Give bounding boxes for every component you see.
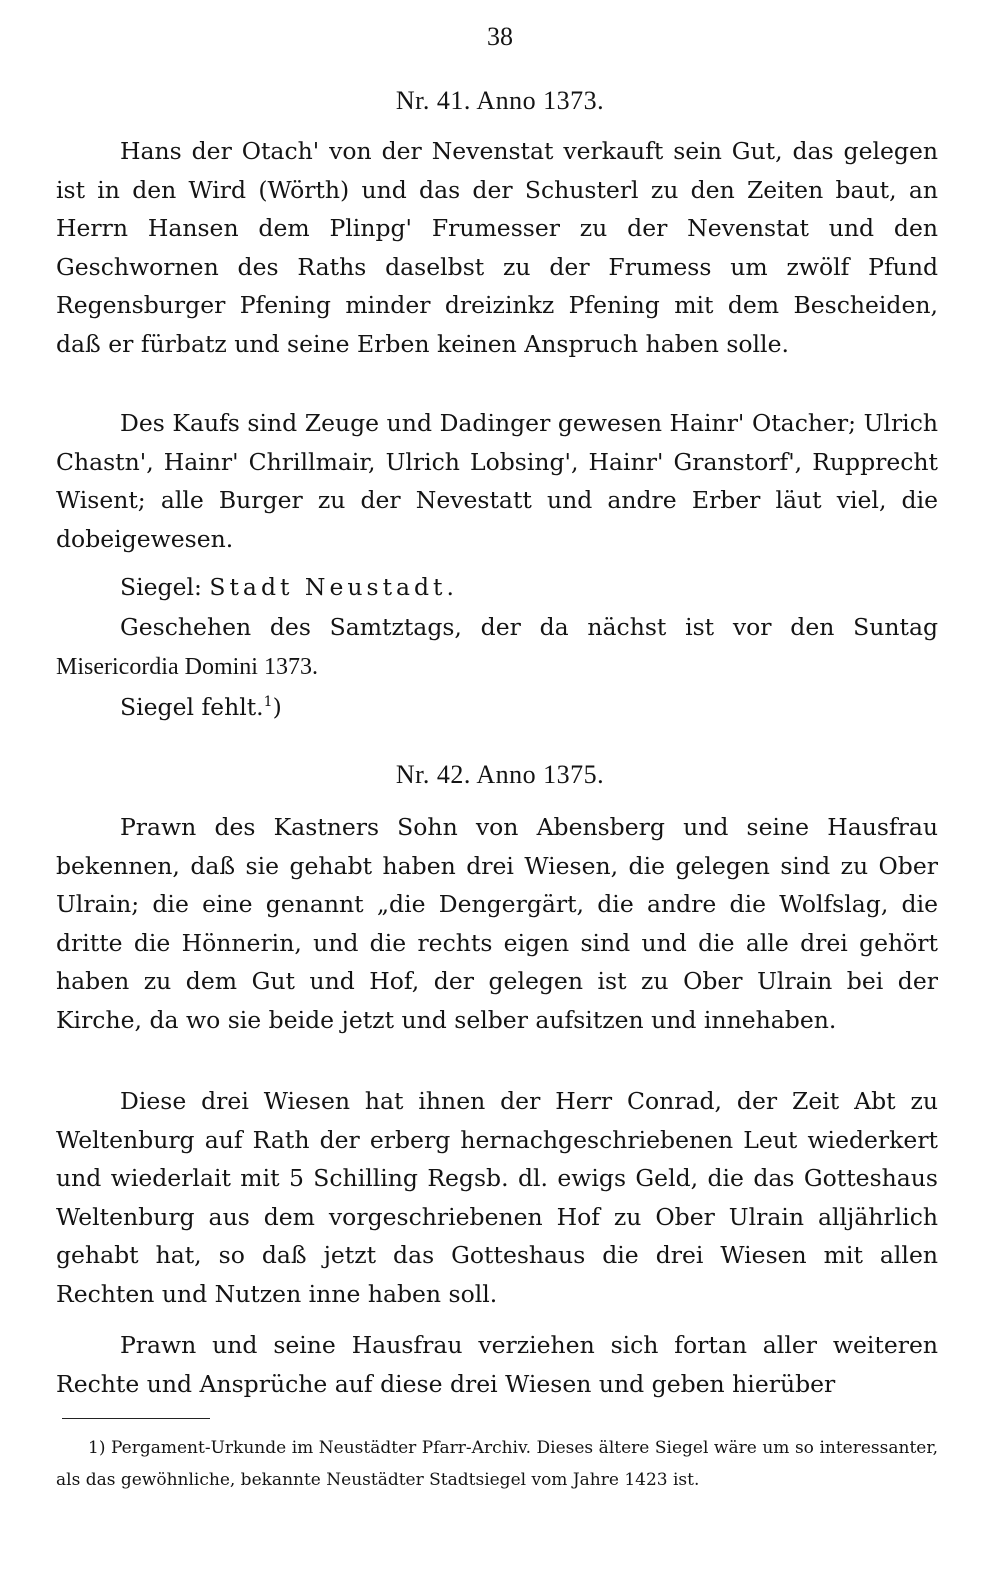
seal-note-close: ) — [272, 693, 282, 721]
footnote: 1) Pergament-Urkunde im Neustädter Pfarr-Archiv. Dieses ältere Siegel wäre um so interessanter, als das gewöhnliche, bekannte Neustädter Stadtsiegel vom Jahre 1423 ist. — [56, 1438, 938, 1490]
seal-value: Stadt Neustadt. — [209, 573, 458, 601]
entry-41-date-paragraph — [56, 608, 938, 686]
entry-41-paragraph-witnesses: Des Kaufs sind Zeuge und Dadinger gewesen Hainr' Otacher; Ulrich Chastn', Hainr' Chrillmair, Ulrich Lobsing', Hainr' Granstorf', Rupprecht Wisent; alle Burger zu der Nevestatt und andre Erber läut viel, die dobeigewesen. — [56, 409, 938, 553]
entry-42-paragraph-3: Prawn und seine Hausfrau verziehen sich fortan aller weiteren Rechte und Ansprüche auf diese drei Wiesen und geben hierüber — [56, 1331, 938, 1398]
entry-42-paragraph-1: Prawn des Kastners Sohn von Abensberg und seine Hausfrau bekennen, daß sie gehabt haben drei Wiesen, die gelegen sind zu Ober Ulrain; die eine genannt „die Dengergärt, die andre die Wolfslag, die dritte die Hönnerin, und die rechts eigen sind und die alle drei gehört haben zu dem Gut und Hof, der gelegen ist zu Ober Ulrain bei der Kirche, da wo sie beide jetzt und selber aufsitzen und innehaben. — [56, 813, 938, 1034]
seal-label: Siegel: — [120, 573, 202, 601]
footnote-divider — [62, 1418, 210, 1419]
page-number: 38 — [487, 22, 513, 51]
entry-42-paragraph-2: Diese drei Wiesen hat ihnen der Herr Conrad, der Zeit Abt zu Weltenburg auf Rath der erberg hernachgeschriebenen Leut wiederkert und wiederlait mit 5 Schilling Regsb. dl. ewigs Geld, die das Gotteshaus Weltenburg aus dem vorgeschriebenen Hof zu Ober Ulrain alljährlich gehabt hat, so daß jetzt das Gotteshaus die drei Wiesen mit allen Rechten und Nutzen inne haben soll. — [56, 1087, 938, 1308]
entry-heading-42: Nr. 42. Anno 1375. — [395, 760, 605, 789]
entry-heading-41: Nr. 41. Anno 1373. — [395, 86, 605, 115]
date-text: Geschehen des Samtztags, der da nächst ist vor den Suntag — [120, 613, 938, 641]
footnote-reference: 1 — [263, 694, 273, 711]
date-latin: Misericordia Domini 1373. — [56, 653, 318, 680]
entry-41-seal-note — [56, 688, 938, 727]
entry-41-seal-line — [56, 568, 938, 607]
entry-41-paragraph-1: Hans der Otach' von der Nevenstat verkauft sein Gut, das gelegen ist in den Wird (Wörth) und das der Schusterl zu den Zeiten baut, an Herrn Hansen dem Plinpg' Frumesser zu der Nevenstat und den Geschwornen des Raths daselbst zu der Frumess um zwölf Pfund Regensburger Pfening minder dreizinkz Pfening mit dem Bescheiden, daß er fürbatz und seine Erben keinen Anspruch haben solle. — [56, 137, 938, 358]
seal-note-text: Siegel fehlt. — [120, 693, 264, 721]
